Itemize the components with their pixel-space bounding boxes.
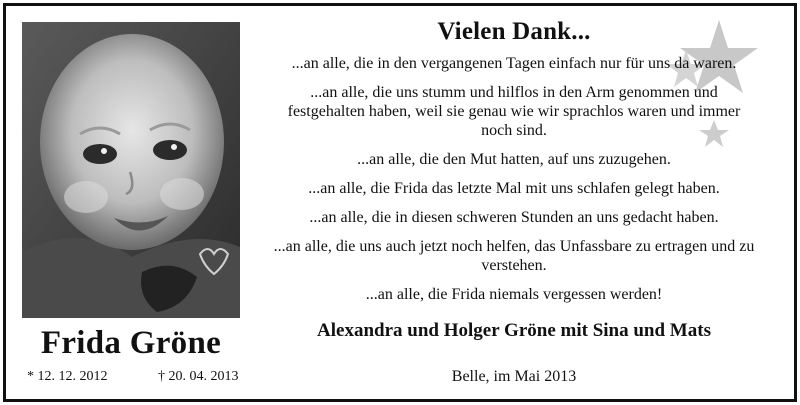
place-and-date: Belle, im Mai 2013 [451, 368, 577, 385]
death-date: † 20. 04. 2013 [158, 369, 239, 384]
thanks-line: ...an alle, die Frida das letzte Mal mit uns schlafen gelegt haben. [308, 180, 720, 197]
thanks-text-block [248, 14, 780, 344]
thanks-line: ...an alle, die den Mut hatten, auf uns zuzugehen. [357, 151, 671, 168]
thanks-line: ...an alle, die uns stumm und hilflos in den Arm genommen und festgehalten haben, weil sie genau wie wir sprachlos waren und immer noch sind. [287, 84, 741, 139]
thanks-line: ...an alle, die in diesen schweren Stunden an uns gedacht haben. [309, 209, 719, 226]
thanks-line: ...an alle, die Frida niemals vergessen werden! [365, 286, 663, 303]
birth-date: * 12. 12. 2012 [27, 369, 108, 384]
thanks-heading: Vielen Dank... [437, 18, 591, 45]
baby-portrait-photo [22, 22, 240, 318]
deceased-name: Frida Gröne [40, 325, 222, 361]
family-signature: Alexandra und Holger Gröne mit Sina und Mats [317, 320, 711, 341]
thanks-line: ...an alle, die uns auch jetzt noch helfen, das Unfassbare zu ertragen und zu verstehen. [273, 238, 755, 274]
thanks-line: ...an alle, die in den vergangenen Tagen einfach nur für uns da waren. [291, 55, 737, 72]
